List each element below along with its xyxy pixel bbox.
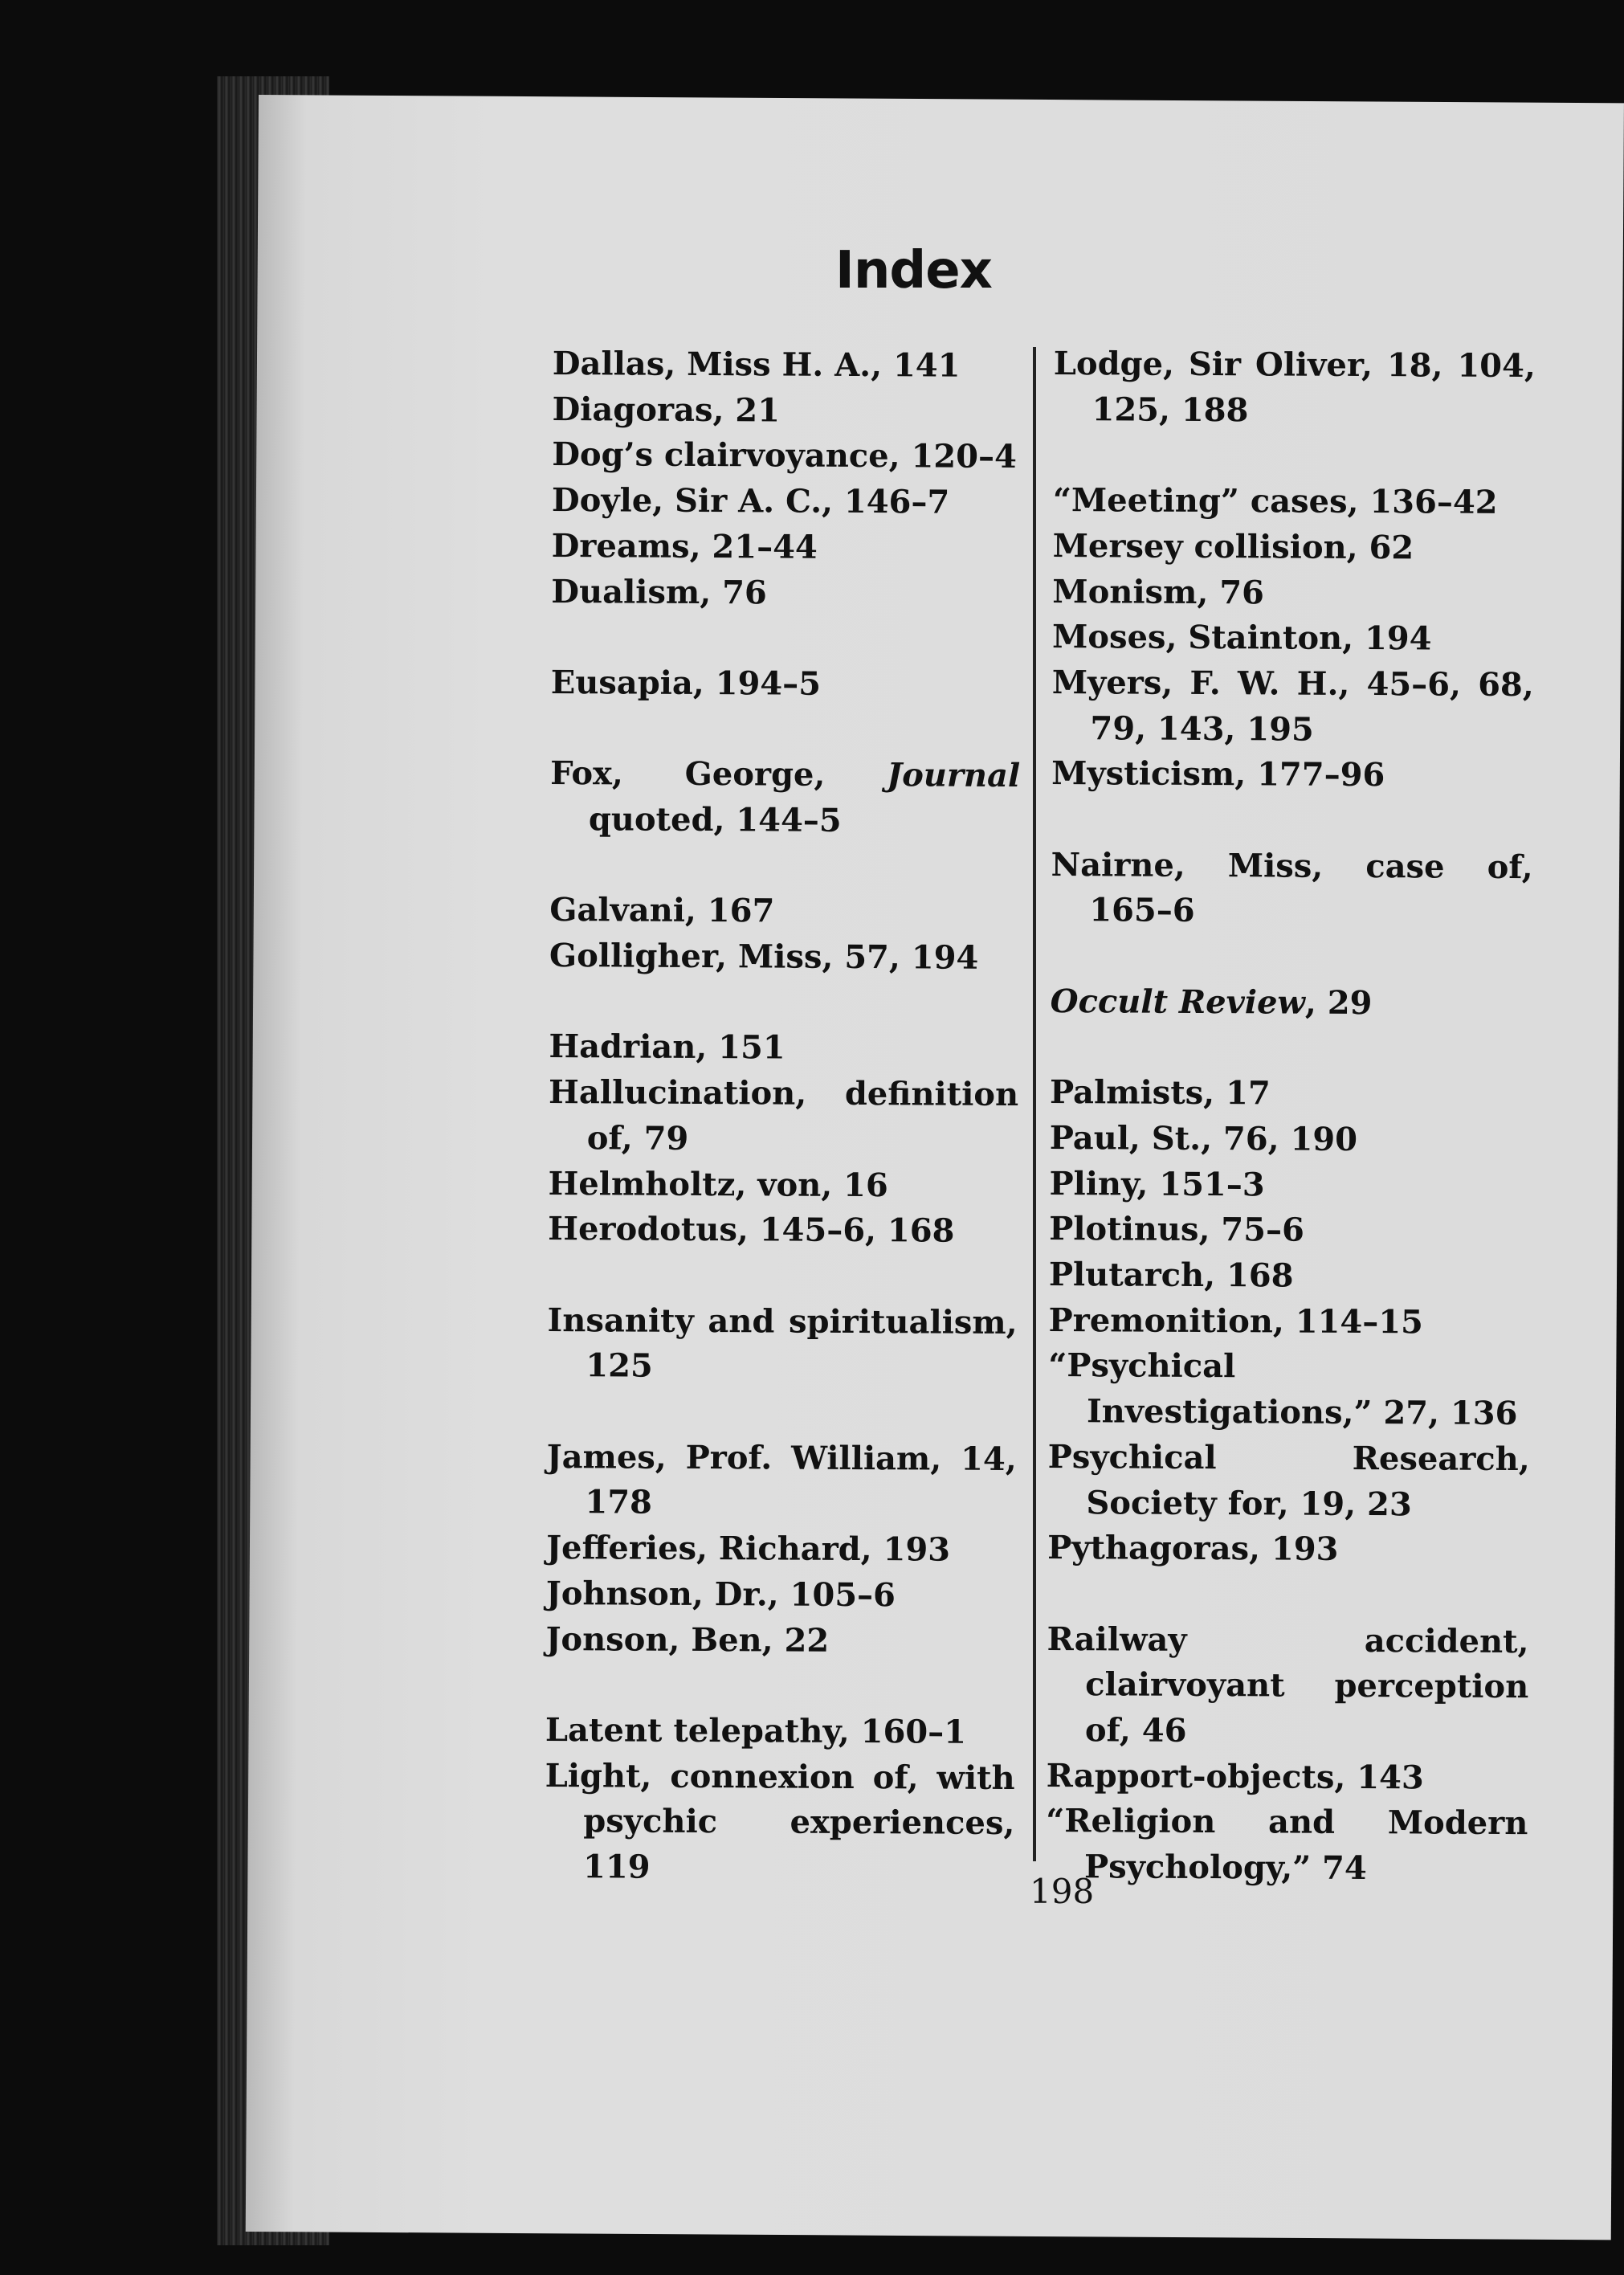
index-entry: Monism, 76 xyxy=(1052,572,1265,611)
entry-text: , 29 xyxy=(1304,983,1373,1022)
index-entry: Paul, St., 76, 190 xyxy=(1049,1118,1358,1158)
index-entry: Dog’s clairvoyance, 120–4 xyxy=(552,435,1017,476)
index-entry: Nairne, Miss, case of, 165–6 xyxy=(1051,845,1533,930)
index-entry: Eusapia, 194–5 xyxy=(550,663,822,703)
index-entry: Palmists, 17 xyxy=(1049,1073,1271,1113)
entry-text: quoted, 144–5 xyxy=(588,800,842,839)
index-entry: Rapport-objects, 143 xyxy=(1046,1756,1424,1797)
index-entry: Psychical Research, Society for, 19, 23 xyxy=(1047,1437,1530,1523)
index-entry: Mysticism, 177–96 xyxy=(1051,754,1385,794)
index-entry: Johnson, Dr., 105–6 xyxy=(545,1574,896,1615)
index-entry: Plutarch, 168 xyxy=(1048,1255,1294,1295)
index-entry: Premonition, 114–15 xyxy=(1048,1301,1424,1342)
index-entry: Hallucination, definition of, 79 xyxy=(548,1073,1019,1158)
index-entry: Light, connexion of, with psychic experiences, 119 xyxy=(545,1756,1015,1886)
index-entry: Railway accident, clairvoyant perception of, 46 xyxy=(1047,1619,1529,1750)
column-divider xyxy=(1033,347,1036,1861)
index-entry: Pliny, 151–3 xyxy=(1049,1164,1265,1203)
index-entry: Helmholtz, von, 16 xyxy=(548,1164,888,1204)
index-entry: Latent telepathy, 160–1 xyxy=(545,1710,967,1751)
page-title: Index xyxy=(835,241,992,300)
index-entry: Hadrian, 151 xyxy=(549,1027,785,1068)
index-entry: Mersey collision, 62 xyxy=(1052,526,1414,567)
index-entry: Diagoras, 21 xyxy=(552,390,781,430)
index-entry: Herodotus, 145–6, 168 xyxy=(548,1210,955,1250)
index-entry: Myers, F. W. H., 45–6, 68, 79, 143, 195 xyxy=(1051,663,1534,749)
index-entry: Dallas, Miss H. A., 141 xyxy=(552,344,961,385)
index-entry: Plotinus, 75–6 xyxy=(1049,1210,1304,1249)
index-entry: Jonson, Ben, 22 xyxy=(545,1619,830,1660)
index-entry: Insanity and spiritualism, 125 xyxy=(547,1301,1018,1386)
entry-italic-title: Journal xyxy=(887,756,1021,795)
index-column-left xyxy=(545,341,1022,1893)
index-entry: “Psychical Investigations,” 27, 136 xyxy=(1048,1346,1518,1433)
index-entry: “Meeting” cases, 136–42 xyxy=(1052,481,1498,521)
entry-italic-title: Occult Review xyxy=(1050,982,1306,1022)
index-entry: Golligher, Miss, 57, 194 xyxy=(549,937,979,977)
index-entry: Pythagoras, 193 xyxy=(1047,1529,1339,1569)
index-entry: Dreams, 21–44 xyxy=(551,526,818,566)
index-entry xyxy=(550,751,1021,844)
index-entry: Dualism, 76 xyxy=(551,572,767,611)
index-entry: Lodge, Sir Oliver, 18, 104, 125, 188 xyxy=(1053,344,1536,429)
index-column-right xyxy=(1046,341,1536,1893)
index-entry: Jefferies, Richard, 193 xyxy=(546,1529,951,1569)
index-entry: Moses, Stainton, 194 xyxy=(1051,618,1432,658)
index-entry: Galvani, 167 xyxy=(549,891,775,930)
index-entry xyxy=(1051,979,1532,1027)
index-entry: “Religion and Modern Psychology,” 74 xyxy=(1046,1802,1528,1888)
index-entry: James, Prof. William, 14, 178 xyxy=(546,1437,1017,1522)
page-number: 198 xyxy=(1030,1872,1095,1911)
index-entry: Doyle, Sir A. C., 146–7 xyxy=(551,481,950,521)
entry-text: Fox, George, xyxy=(550,754,887,794)
